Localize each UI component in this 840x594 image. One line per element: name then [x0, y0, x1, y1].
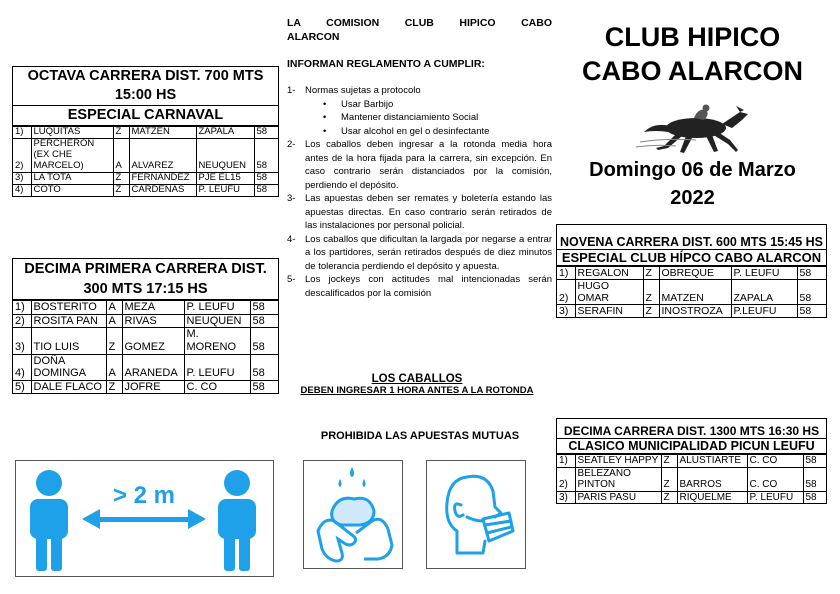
entry-number: 4) [13, 184, 31, 195]
rules-heading: INFORMAN REGLAMENTO A CUMPLIR: [287, 58, 485, 70]
jockey-name: ALUSTIARTE [677, 455, 747, 468]
origin: P. LEUFU [184, 301, 250, 315]
origin: P. LEUFU [184, 354, 250, 380]
racehorse-icon [636, 102, 756, 156]
origin: M. MORENO [184, 328, 250, 354]
mutual-bets-prohibited: PROHIBIDA LAS APUESTAS MUTUAS [320, 430, 520, 442]
origin: ZAPALA [196, 127, 254, 139]
jockey-name: MATZEN [129, 127, 196, 139]
origin: PJE EL15 [196, 172, 254, 184]
zone-code: A [113, 138, 129, 172]
jockey-name: RIQUELME [677, 491, 747, 503]
jockey-name: OBREQUE [659, 267, 731, 280]
jockey-name: MATZEN [659, 280, 731, 305]
race-entry-row [557, 467, 826, 491]
commission-title-cont: ALARCON [287, 31, 340, 43]
race-title: NOVENA CARRERA DIST. 600 MTS 15:45 HS [557, 225, 826, 250]
entry-number: 5) [13, 380, 31, 393]
race-octava-card [12, 66, 279, 197]
hand-sanitizer-icon [304, 461, 402, 568]
weight: 58 [250, 314, 278, 328]
jockey-name: GOMEZ [122, 328, 184, 354]
race-entry-row [13, 354, 278, 380]
social-distance-icon [16, 461, 273, 576]
race-entry-row [557, 280, 826, 305]
horse-name: SERAFIN [575, 305, 643, 318]
face-mask-icon [427, 461, 525, 568]
race-subtitle: ESPECIAL CLUB HÍPCO CABO ALARCON [557, 250, 826, 266]
zone-code: Z [643, 267, 659, 280]
zone-code: Z [106, 328, 122, 354]
zone-code: A [106, 314, 122, 328]
event-date: Domingo 06 de Marzo 2022 [589, 159, 796, 209]
race-entry-row [557, 455, 826, 468]
weight: 58 [250, 354, 278, 380]
entry-number: 2) [13, 314, 31, 328]
race-table [13, 126, 278, 196]
rules-list [287, 84, 552, 300]
zone-code: Z [643, 305, 659, 318]
rule-item: 3- Las apuestas deben ser remates y boletería estando las apuestas directas. En caso contrario serán retirados de las instalaciones por personal policial. [287, 193, 552, 231]
hand-wash-panel [303, 460, 403, 569]
entry-number: 3) [13, 172, 31, 184]
origin: P. LEUFU [747, 491, 803, 503]
zone-code: Z [113, 172, 129, 184]
entry-number: 4) [13, 354, 31, 380]
horse-name: HUGO OMAR [575, 280, 643, 305]
race-entry-row [557, 491, 826, 503]
race-subtitle: CLASICO MUNICIPALIDAD PICUN LEUFU [557, 439, 826, 454]
entry-number: 3) [13, 328, 31, 354]
jockey-name: INOSTROZA [659, 305, 731, 318]
entry-number: 1) [557, 455, 575, 468]
origin: C. CO [747, 467, 803, 491]
zone-code: Z [113, 127, 129, 139]
horse-name: LUQUITAS [31, 127, 113, 139]
weight: 58 [797, 305, 826, 318]
origin: P. LEUFU [731, 267, 797, 280]
distance-label: > 2 m [112, 482, 176, 509]
origin: P. LEUFU [196, 184, 254, 195]
horse-name: BOSTERITO [31, 301, 106, 315]
race-table [557, 266, 826, 317]
rule-item: 5- Los jockeys con actitudes mal intencionadas serán descalificados por la comisión [287, 274, 552, 299]
race-entry-row [13, 172, 278, 184]
weight: 58 [797, 280, 826, 305]
social-distance-panel [15, 460, 274, 577]
jockey-name: JOFRE [122, 380, 184, 393]
horses-notice-text: DEBEN INGRESAR 1 HORA ANTES A LA ROTONDA [300, 385, 534, 396]
race-entry-row [13, 184, 278, 195]
entry-number: 2) [13, 138, 31, 172]
jockey-name: MEZA [122, 301, 184, 315]
zone-code: A [106, 354, 122, 380]
race-entry-row [13, 328, 278, 354]
rule-item: 2- Los caballos deben ingresar a la rotonda media hora antes de la hora fijada para la carrera, sin excepción. En caso contrario serán distanciados por la comisión, perdiendo el depósito. [287, 139, 552, 191]
weight: 58 [803, 455, 826, 468]
horse-name: ROSITA PAN [31, 314, 106, 328]
horse-name: REGALON [575, 267, 643, 280]
weight: 58 [254, 172, 278, 184]
entry-number: 3) [557, 305, 575, 318]
weight: 58 [254, 127, 278, 139]
weight: 58 [797, 267, 826, 280]
jockey-name: ARANEDA [122, 354, 184, 380]
race-entry-row [557, 305, 826, 318]
horse-name: SEATLEY HAPPY [575, 455, 661, 468]
commission-title: LA COMISION CLUB HIPICO CABO [287, 17, 552, 29]
weight: 58 [250, 380, 278, 393]
horse-name: DOÑA DOMINGA [31, 354, 106, 380]
zone-code: Z [643, 280, 659, 305]
weight: 58 [803, 467, 826, 491]
jockey-name: FERNANDEZ [129, 172, 196, 184]
jockey-name: CARDENAS [129, 184, 196, 195]
zone-code: Z [661, 491, 677, 503]
protocol-list-wrap [287, 98, 552, 139]
race-subtitle: ESPECIAL CARNAVAL [13, 106, 278, 126]
race-table [557, 454, 826, 503]
entry-number: 2) [557, 280, 575, 305]
entry-number: 3) [557, 491, 575, 503]
race-title: OCTAVA CARRERA DIST. 700 MTS 15:00 HS [13, 67, 278, 106]
face-mask-panel [426, 460, 526, 569]
rule-item: 1- Normas sujetas a protocolo [287, 85, 421, 96]
race-decima-primera-card [12, 258, 279, 394]
race-title: DECIMA PRIMERA CARRERA DIST. 300 MTS 17:15 HS [13, 259, 278, 300]
origin: ZAPALA [731, 280, 797, 305]
rules-section [287, 16, 552, 300]
race-entry-row [13, 138, 278, 172]
origin: P.LEUFU [731, 305, 797, 318]
horse-name: DALE FLACO [31, 380, 106, 393]
jockey-name: ALVAREZ [129, 138, 196, 172]
entry-number: 1) [13, 301, 31, 315]
zone-code: Z [661, 455, 677, 468]
origin: NEUQUEN [196, 138, 254, 172]
origin: C. CO [184, 380, 250, 393]
entry-number: 1) [557, 267, 575, 280]
horses-notice [297, 373, 537, 397]
rule-item: 4- Los caballos que dificultan la largada por negarse a entrar a los partidores, serán retirados después de diez minutos de tolerancia perdiendo el depósito y apuesta. [287, 233, 552, 272]
weight: 58 [254, 138, 278, 172]
protocol-item: • Usar alcohol en gel o desinfectante [323, 125, 489, 139]
weight: 58 [254, 184, 278, 195]
entry-number: 2) [557, 467, 575, 491]
origin: C. CO [747, 455, 803, 468]
race-entry-row [13, 314, 278, 328]
origin: NEUQUEN [184, 314, 250, 328]
horses-notice-title: LOS CABALLOS [371, 373, 463, 385]
race-title: DECIMA CARRERA DIST. 1300 MTS 16:30 HS [557, 419, 826, 439]
zone-code: A [106, 301, 122, 315]
race-entry-row [13, 380, 278, 393]
race-decima-card [556, 418, 827, 504]
weight: 58 [803, 491, 826, 503]
zone-code: Z [113, 184, 129, 195]
race-entry-row [13, 127, 278, 139]
race-table [13, 300, 278, 393]
zone-code: Z [106, 380, 122, 393]
club-title: CLUB HIPICO CABO ALARCON [582, 22, 803, 86]
race-novena-card [556, 224, 827, 318]
race-entry-row [13, 301, 278, 315]
horse-name: BELEZANO PINTON [575, 467, 661, 491]
entry-number: 1) [13, 127, 31, 139]
protocol-item: • Usar Barbijo [323, 98, 489, 112]
race-entry-row [557, 267, 826, 280]
horse-name: PERCHERON (EX CHE MARCELO) [31, 138, 113, 172]
horse-name: PARIS PASU [575, 491, 661, 503]
jockey-name: BARROS [677, 467, 747, 491]
horse-name: TIO LUIS [31, 328, 106, 354]
zone-code: Z [661, 467, 677, 491]
horse-name: COTO [31, 184, 113, 195]
weight: 58 [250, 301, 278, 315]
weight: 58 [250, 328, 278, 354]
horse-name: LA TOTA [31, 172, 113, 184]
jockey-name: RIVAS [122, 314, 184, 328]
protocol-item: • Mantener distanciamiento Social [323, 111, 489, 125]
protocol-list [323, 98, 489, 139]
